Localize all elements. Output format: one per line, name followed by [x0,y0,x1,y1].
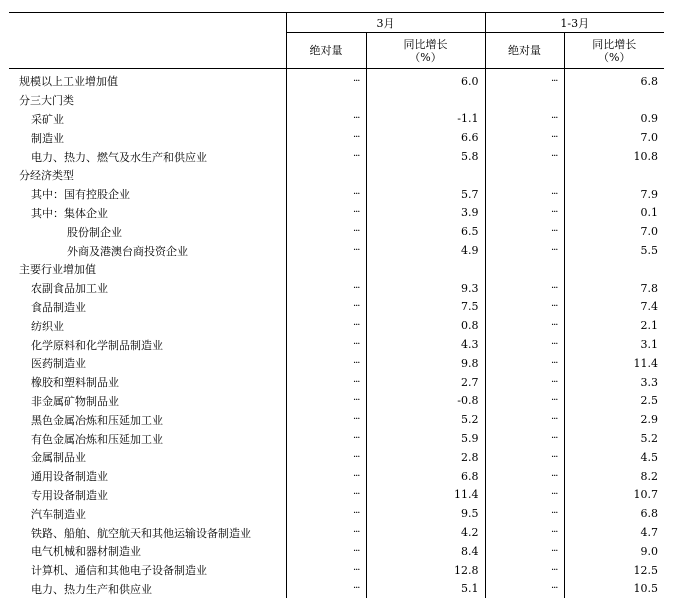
header-yoy-unit: （%） [565,51,665,64]
header-yoy-label: 同比增长 [367,38,485,51]
table-row [9,429,664,448]
row-abs-month [286,91,366,110]
row-yoy-month: 11.4 [366,486,485,505]
row-abs-cumulative: ··· [485,316,564,335]
table-row [9,542,664,561]
row-yoy-cumulative: 2.5 [564,392,664,411]
row-abs-cumulative: ··· [485,185,564,204]
row-yoy-cumulative: 10.5 [564,580,664,598]
row-abs-month: ··· [286,504,366,523]
header-period-cumulative: 1-3月 [485,13,664,33]
row-abs-month: ··· [286,467,366,486]
row-abs-month: ··· [286,523,366,542]
row-yoy-cumulative: 4.7 [564,523,664,542]
row-abs-cumulative [485,91,564,110]
row-abs-cumulative: ··· [485,561,564,580]
table-row [9,354,664,373]
header-abs-month: 绝对量 [286,33,366,69]
row-yoy-cumulative: 12.5 [564,561,664,580]
table-row [9,166,664,185]
row-yoy-cumulative: 10.7 [564,486,664,505]
row-yoy-cumulative: 10.8 [564,147,664,166]
row-abs-month: ··· [286,486,366,505]
row-abs-month [286,260,366,279]
row-abs-cumulative: ··· [485,467,564,486]
row-label: 规模以上工业增加值 [9,69,286,91]
row-abs-month: ··· [286,69,366,91]
row-yoy-cumulative: 3.3 [564,373,664,392]
row-yoy-month: 4.2 [366,523,485,542]
row-yoy-month: 2.7 [366,373,485,392]
table-row [9,392,664,411]
table-row [9,523,664,542]
row-yoy-cumulative: 2.1 [564,316,664,335]
row-abs-cumulative: ··· [485,222,564,241]
row-yoy-month: 2.8 [366,448,485,467]
row-abs-cumulative: ··· [485,110,564,129]
table-row [9,298,664,317]
table-body [9,69,664,598]
table-row [9,504,664,523]
row-yoy-cumulative: 7.9 [564,185,664,204]
row-label: 橡胶和塑料制品业 [9,373,286,392]
table-row [9,91,664,110]
row-yoy-month: 4.3 [366,335,485,354]
row-yoy-month: 0.8 [366,316,485,335]
row-yoy-month: 7.5 [366,298,485,317]
row-abs-month: ··· [286,241,366,260]
row-abs-month: ··· [286,298,366,317]
row-label: 其中：集体企业 [9,204,286,223]
table-row [9,467,664,486]
row-yoy-month: 5.9 [366,429,485,448]
row-abs-cumulative: ··· [485,523,564,542]
row-label: 主要行业增加值 [9,260,286,279]
table-header [9,13,664,69]
row-yoy-cumulative: 4.5 [564,448,664,467]
row-abs-month: ··· [286,373,366,392]
row-abs-cumulative: ··· [485,147,564,166]
table-row [9,204,664,223]
row-abs-month: ··· [286,580,366,598]
row-yoy-cumulative: 6.8 [564,69,664,91]
row-yoy-month: 3.9 [366,204,485,223]
header-blank-cell [9,33,286,69]
row-yoy-cumulative: 2.9 [564,410,664,429]
row-yoy-cumulative: 0.9 [564,110,664,129]
row-abs-month: ··· [286,185,366,204]
row-abs-cumulative: ··· [485,486,564,505]
table-row [9,486,664,505]
row-yoy-month: 6.6 [366,128,485,147]
row-yoy-cumulative: 0.1 [564,204,664,223]
row-abs-cumulative: ··· [485,392,564,411]
row-yoy-cumulative: 5.5 [564,241,664,260]
header-period-month: 3月 [286,13,485,33]
row-yoy-month [366,91,485,110]
table-row [9,222,664,241]
row-label: 专用设备制造业 [9,486,286,505]
row-label: 分三大门类 [9,91,286,110]
row-abs-cumulative: ··· [485,580,564,598]
row-abs-month: ··· [286,448,366,467]
row-abs-month [286,166,366,185]
row-abs-month: ··· [286,335,366,354]
header-blank-cell [9,13,286,33]
row-label: 医药制造业 [9,354,286,373]
row-yoy-month: 5.8 [366,147,485,166]
row-yoy-month: 9.8 [366,354,485,373]
row-label: 通用设备制造业 [9,467,286,486]
table-row [9,448,664,467]
row-yoy-month: 8.4 [366,542,485,561]
table-row [9,110,664,129]
row-label: 纺织业 [9,316,286,335]
row-abs-month: ··· [286,279,366,298]
row-abs-cumulative: ··· [485,69,564,91]
header-yoy-month [366,33,485,69]
row-label: 计算机、通信和其他电子设备制造业 [9,561,286,580]
row-yoy-cumulative: 5.2 [564,429,664,448]
table-row [9,561,664,580]
table-row [9,580,664,598]
table-row [9,316,664,335]
row-abs-month: ··· [286,354,366,373]
row-yoy-month: 4.9 [366,241,485,260]
row-yoy-cumulative: 6.8 [564,504,664,523]
row-abs-month: ··· [286,316,366,335]
row-yoy-month: 5.1 [366,580,485,598]
row-yoy-month: 6.0 [366,69,485,91]
row-yoy-cumulative: 7.0 [564,128,664,147]
row-abs-month: ··· [286,147,366,166]
row-yoy-month: 5.2 [366,410,485,429]
row-label: 有色金属冶炼和压延加工业 [9,429,286,448]
row-label: 外商及港澳台商投资企业 [9,241,286,260]
row-yoy-month [366,166,485,185]
row-label: 铁路、船舶、航空航天和其他运输设备制造业 [9,523,286,542]
row-abs-cumulative: ··· [485,241,564,260]
row-yoy-month: 5.7 [366,185,485,204]
header-abs-cumulative: 绝对量 [485,33,564,69]
row-yoy-cumulative: 11.4 [564,354,664,373]
row-abs-month: ··· [286,222,366,241]
row-label: 汽车制造业 [9,504,286,523]
row-yoy-month [366,260,485,279]
row-label: 化学原料和化学制品制造业 [9,335,286,354]
row-abs-month: ··· [286,110,366,129]
row-label: 农副食品加工业 [9,279,286,298]
row-abs-month: ··· [286,410,366,429]
row-yoy-month: 9.3 [366,279,485,298]
row-abs-cumulative: ··· [485,128,564,147]
row-label: 电力、热力生产和供应业 [9,580,286,598]
row-abs-month: ··· [286,429,366,448]
row-abs-cumulative: ··· [485,335,564,354]
row-yoy-cumulative: 7.0 [564,222,664,241]
row-yoy-cumulative: 8.2 [564,467,664,486]
row-abs-cumulative: ··· [485,448,564,467]
row-abs-cumulative: ··· [485,204,564,223]
table-row [9,185,664,204]
row-yoy-month: -1.1 [366,110,485,129]
table-row [9,260,664,279]
row-label: 分经济类型 [9,166,286,185]
row-abs-cumulative: ··· [485,354,564,373]
table-row [9,147,664,166]
table-row [9,69,664,91]
row-label: 电力、热力、燃气及水生产和供应业 [9,147,286,166]
header-yoy-cumulative [564,33,664,69]
table-row [9,241,664,260]
row-label: 股份制企业 [9,222,286,241]
table-row [9,279,664,298]
row-abs-cumulative: ··· [485,504,564,523]
row-yoy-month: 9.5 [366,504,485,523]
row-abs-cumulative: ··· [485,410,564,429]
row-yoy-month: 6.5 [366,222,485,241]
header-yoy-unit: （%） [367,51,485,64]
row-abs-cumulative [485,166,564,185]
row-yoy-cumulative: 9.0 [564,542,664,561]
row-abs-cumulative [485,260,564,279]
industrial-value-added-table [9,12,664,598]
table-row [9,373,664,392]
row-yoy-cumulative: 7.8 [564,279,664,298]
table-row [9,410,664,429]
row-label: 其中：国有控股企业 [9,185,286,204]
row-abs-month: ··· [286,542,366,561]
row-yoy-cumulative [564,91,664,110]
row-abs-month: ··· [286,128,366,147]
row-abs-cumulative: ··· [485,429,564,448]
row-label: 采矿业 [9,110,286,129]
row-abs-cumulative: ··· [485,298,564,317]
row-yoy-month: -0.8 [366,392,485,411]
row-abs-cumulative: ··· [485,542,564,561]
table-row [9,128,664,147]
row-abs-cumulative: ··· [485,373,564,392]
row-abs-cumulative: ··· [485,279,564,298]
header-yoy-label: 同比增长 [565,38,665,51]
table-row [9,335,664,354]
row-label: 金属制品业 [9,448,286,467]
row-label: 制造业 [9,128,286,147]
row-label: 黑色金属冶炼和压延加工业 [9,410,286,429]
row-yoy-month: 12.8 [366,561,485,580]
row-abs-month: ··· [286,392,366,411]
row-yoy-cumulative [564,260,664,279]
row-label: 食品制造业 [9,298,286,317]
row-label: 非金属矿物制品业 [9,392,286,411]
row-yoy-month: 6.8 [366,467,485,486]
row-abs-month: ··· [286,204,366,223]
row-yoy-cumulative [564,166,664,185]
row-yoy-cumulative: 7.4 [564,298,664,317]
row-label: 电气机械和器材制造业 [9,542,286,561]
row-abs-month: ··· [286,561,366,580]
row-yoy-cumulative: 3.1 [564,335,664,354]
